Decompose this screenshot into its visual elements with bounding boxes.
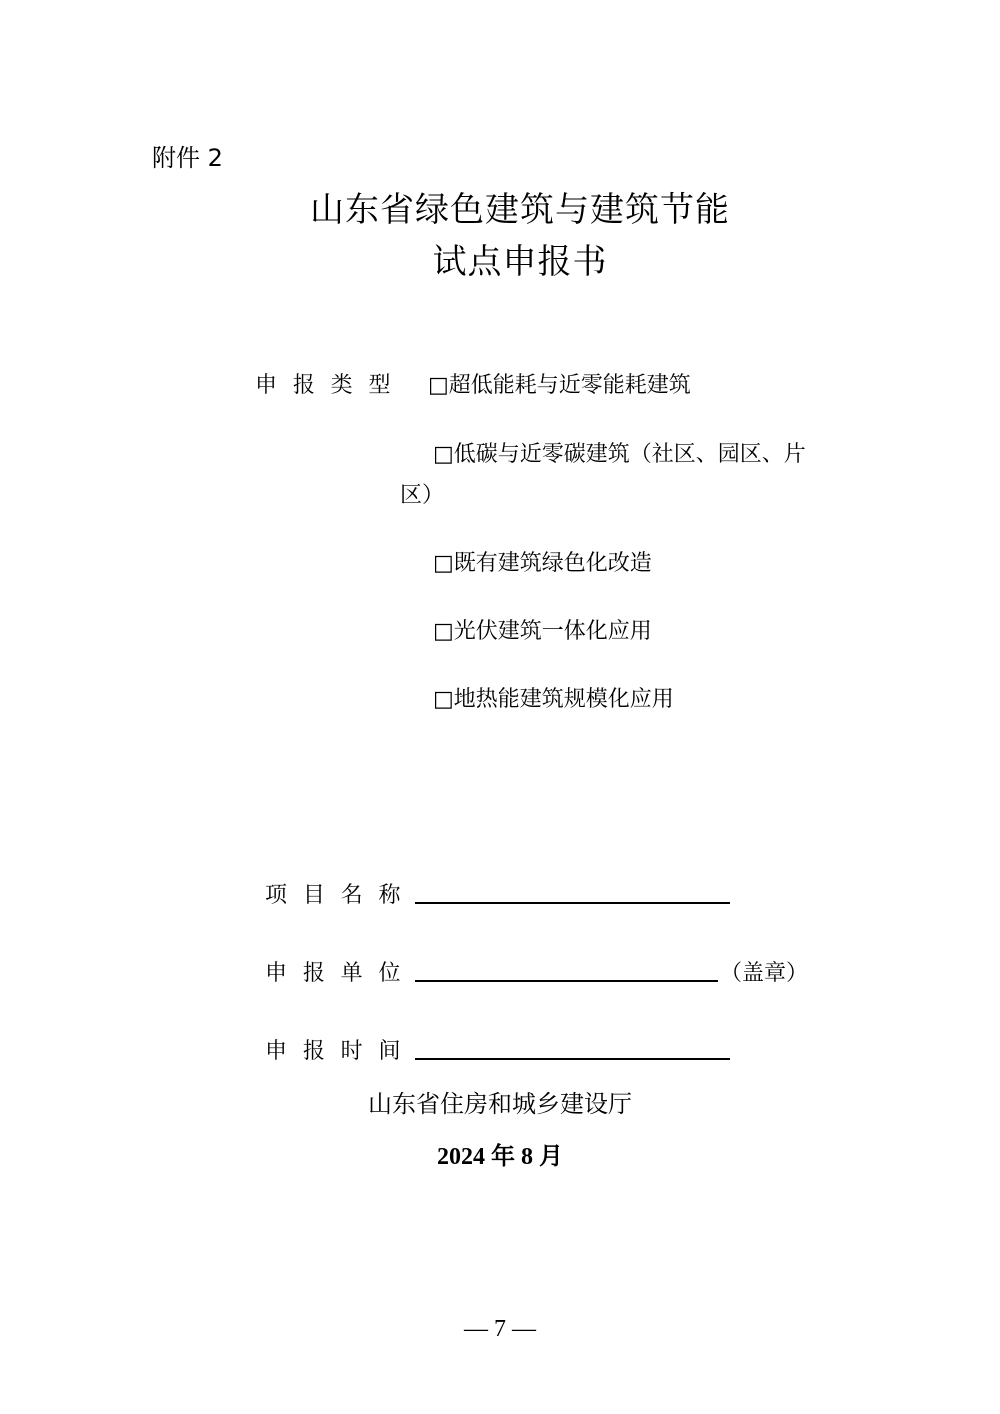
declaration-option-green-retrofit[interactable]: □既有建筑绿色化改造 bbox=[433, 551, 652, 576]
issuer: 山东省住房和城乡建设厅 bbox=[368, 1090, 632, 1118]
declaration-option-bipv[interactable]: □光伏建筑一体化应用 bbox=[433, 619, 652, 644]
document-title-line2: 试点申报书 bbox=[432, 242, 608, 282]
declaration-type-label: 申报类型 bbox=[255, 373, 407, 398]
page-number: — 7 — bbox=[464, 1316, 536, 1342]
apply-date-underline bbox=[415, 1058, 730, 1060]
issue-date: 2024 年 8 月 bbox=[437, 1144, 563, 1170]
applicant-unit-field[interactable] bbox=[417, 952, 717, 982]
apply-date-field[interactable] bbox=[417, 1030, 729, 1060]
document-title-line1: 山东省绿色建筑与建筑节能 bbox=[310, 190, 730, 230]
seal-note: （盖章） bbox=[720, 961, 809, 986]
apply-date-label: 申报时间 bbox=[265, 1039, 417, 1064]
declaration-option-low-carbon-continuation: 区） bbox=[400, 483, 445, 508]
project-name-field[interactable] bbox=[417, 874, 729, 904]
declaration-option-ultra-low-energy[interactable]: □超低能耗与近零能耗建筑 bbox=[428, 373, 691, 398]
applicant-unit-underline bbox=[415, 980, 718, 982]
declaration-option-low-carbon[interactable]: □低碳与近零碳建筑（社区、园区、片 bbox=[433, 442, 806, 467]
attachment-label: 附件 2 bbox=[152, 144, 223, 172]
project-name-label: 项目名称 bbox=[265, 883, 417, 908]
project-name-underline bbox=[415, 902, 730, 904]
declaration-option-geothermal[interactable]: □地热能建筑规模化应用 bbox=[433, 687, 674, 712]
applicant-unit-label: 申报单位 bbox=[265, 961, 417, 986]
